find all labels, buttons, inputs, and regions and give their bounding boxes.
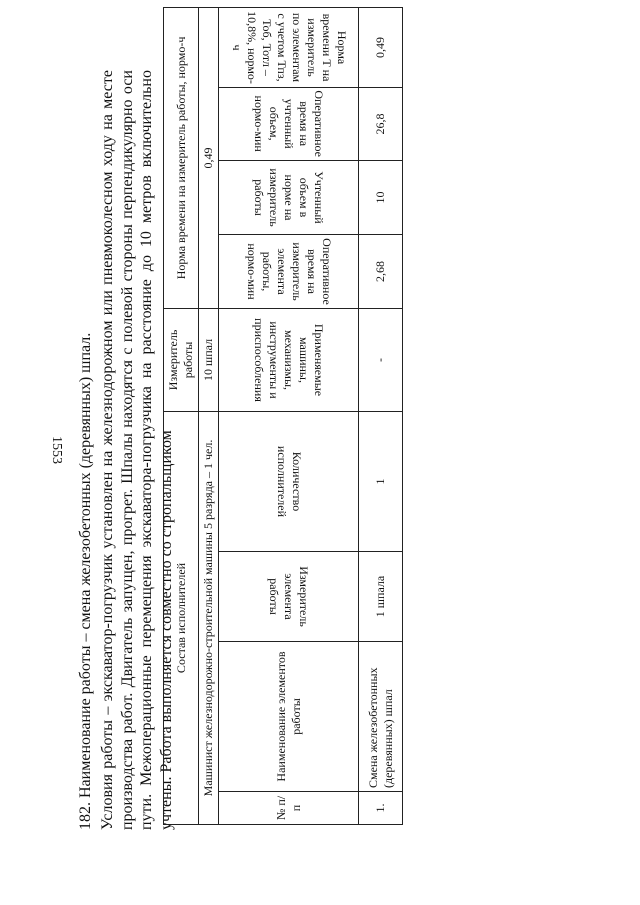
col-norm-elements-header bbox=[219, 7, 359, 87]
col-element-meter-label: Измеритель элемента работы bbox=[267, 566, 311, 627]
col-accounted-volume-header bbox=[219, 160, 359, 234]
table-header-row-1 bbox=[164, 7, 199, 824]
row-machines: - bbox=[359, 308, 403, 411]
col-operative-volume-label: Оперативное время на учтенный объем, нормо-мин bbox=[252, 90, 326, 157]
table-row bbox=[359, 7, 403, 824]
page-number: 1553 bbox=[49, 436, 64, 464]
col-element-meter-header bbox=[219, 552, 359, 642]
row-num: 1. bbox=[359, 792, 403, 825]
row-norm: 0,49 bbox=[359, 7, 403, 87]
time-norms-table bbox=[163, 7, 403, 825]
row-element-name: Смена железобетонных (деревянных) шпал bbox=[359, 642, 403, 792]
col-performers-label: Количество исполнителей bbox=[274, 445, 304, 518]
staff-value: Машинист железнодорожно-строительной машины 5 разряда – 1 чел. bbox=[199, 411, 219, 824]
table-header-row-2 bbox=[199, 7, 219, 824]
col-machines-header bbox=[219, 308, 359, 411]
row-operative-volume: 26,8 bbox=[359, 87, 403, 160]
row-operative-time: 2,68 bbox=[359, 234, 403, 308]
work-heading: 182. Наименование работы – смена железобетонных (деревянных) шпал. bbox=[77, 332, 94, 830]
col-operative-time-header bbox=[219, 234, 359, 308]
col-performers-header bbox=[219, 411, 359, 551]
work-conditions: Условия работы – экскаватор-погрузчик установлен на железнодорожном или пневмоколесном ходу на месте производства работ. Двигатель запущен, прогрет. Шпалы находятся с полевой стороны перпендикулярно оси пути. Межоперационные перемещения экскаватора-погрузчика на расстояние до 10 метров включительно учтены. Работа выполняется совместно со стропальщиком bbox=[99, 70, 175, 830]
time-norm-header: Норма времени на измеритель работы, нормо-ч bbox=[164, 7, 199, 308]
row-accounted-volume: 10 bbox=[359, 160, 403, 234]
work-meter-value: 10 шпал bbox=[199, 308, 219, 411]
work-meter-header: Измеритель работы bbox=[164, 308, 199, 411]
col-operative-volume-header bbox=[219, 87, 359, 160]
col-machines-label: Применяемые машины, механизмы, инструменты и приспособления bbox=[252, 318, 326, 402]
col-operative-time-label: Оперативное время на измеритель элемента работы, нормо-мин bbox=[244, 238, 334, 305]
time-norm-value: 0,49 bbox=[199, 7, 219, 308]
row-element-meter: 1 шпала bbox=[359, 552, 403, 642]
col-num-header: № п/п bbox=[219, 792, 359, 825]
staff-composition-header: Состав исполнителей bbox=[164, 411, 199, 824]
table-column-headers bbox=[219, 7, 359, 824]
row-performers: 1 bbox=[359, 411, 403, 551]
col-norm-elements-label: Норма времени Т на измеритель по элементам с учетом Тпз, Тоб, Тотл – 10,8%, нормо-ч bbox=[229, 11, 349, 84]
col-accounted-volume-label: Учтенный объем в норме на измеритель работы bbox=[252, 168, 326, 227]
col-element-name-header: Наименование элементов работы bbox=[219, 642, 359, 792]
